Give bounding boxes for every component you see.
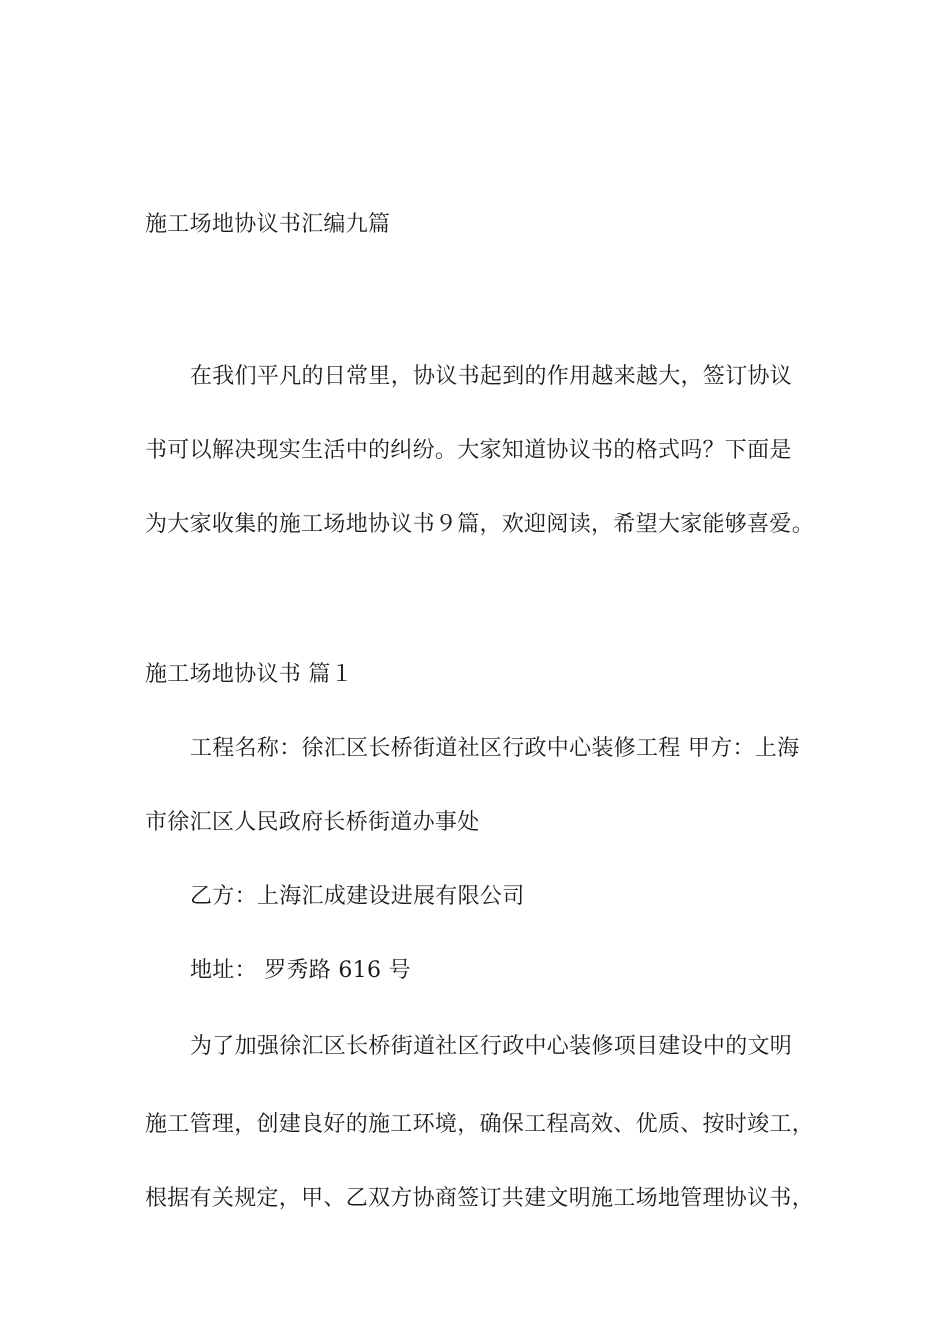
document-title: 施工场地协议书汇编九篇 (145, 212, 391, 237)
body-line-3: 根据有关规定，甲、乙双方协商签订共建文明施工场地管理协议书， (145, 1186, 815, 1211)
intro-line-1: 在我们平凡的日常里，协议书起到的作用越来越大，签订协议 (190, 364, 793, 389)
body-line-2: 施工管理，创建良好的施工环境，确保工程高效、优质、按时竣工， (145, 1112, 815, 1137)
body-line-1: 为了加强徐汇区长桥街道社区行政中心装修项目建设中的文明 (190, 1034, 793, 1059)
address-line: 地址： 罗秀路 616 号 (190, 958, 411, 983)
party-b-line: 乙方：上海汇成建设进展有限公司 (190, 884, 525, 909)
intro-line-2: 书可以解决现实生活中的纠纷。大家知道协议书的格式吗？下面是 (145, 438, 792, 463)
section-heading: 施工场地协议书 篇１ (145, 662, 353, 687)
project-line-2: 市徐汇区人民政府长桥街道办事处 (145, 810, 480, 835)
intro-line-3: 为大家收集的施工场地协议书９篇，欢迎阅读，希望大家能够喜爱。 (145, 512, 815, 537)
project-line-1: 工程名称：徐汇区长桥街道社区行政中心装修工程 甲方：上海 (190, 736, 800, 761)
